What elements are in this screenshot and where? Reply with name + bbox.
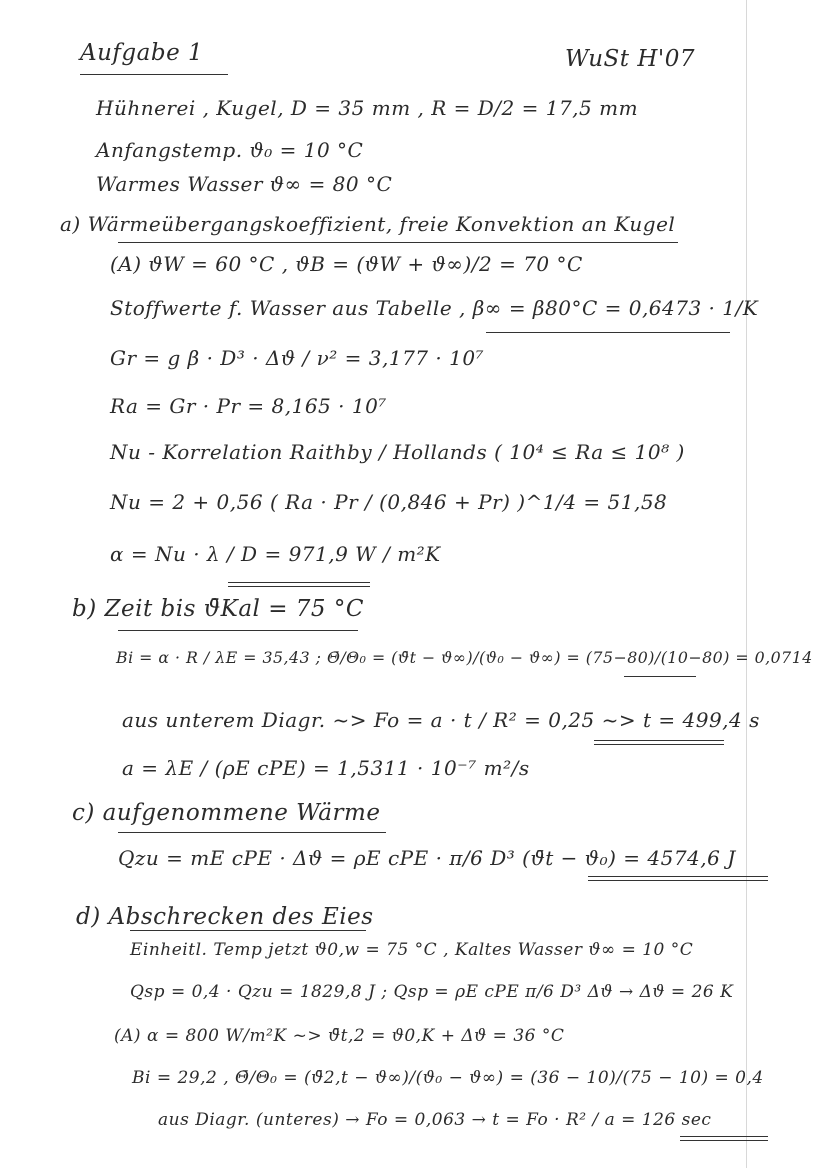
page-fold-line (746, 0, 747, 1168)
part-c-heading-underline (118, 832, 386, 833)
final-time-double-underline (680, 1136, 768, 1141)
part-d-line-1: Einheitl. Temp jetzt ϑ0,w = 75 °C , Kaltes Wasser ϑ∞ = 10 °C (130, 940, 694, 960)
part-d-line-5: aus Diagr. (unteres) → Fo = 0,063 → t = Fo · R² / a = 126 sec (158, 1110, 712, 1130)
part-d-heading: d) Abschrecken des Eies (76, 904, 374, 930)
nusselt-correlation-label: Nu - Korrelation Raithby / Hollands ( 10⁴ ≤ Ra ≤ 10⁸ ) (110, 440, 685, 464)
biot-and-theta-equation: Bi = α · R / λE = 35,43 ; Θ̄/Θ₀ = (ϑ̄t − ϑ∞)/(ϑ₀ − ϑ∞) = (75−80)/(10−80) = 0,0714 (116, 648, 813, 667)
nusselt-equation: Nu = 2 + 0,56 ( Ra · Pr / (0,846 + Pr) )^1/4 = 51,58 (110, 490, 668, 514)
part-b-heading-underline (118, 630, 358, 631)
part-a-step-2: Stoffwerte f. Wasser aus Tabelle , β∞ = β80°C = 0,6473 · 1/K (110, 296, 759, 320)
part-c-heading: c) aufgenommene Wärme (72, 800, 381, 826)
grashof-equation: Gr = g β · D³ · Δϑ / ν² = 3,177 · 10⁷ (110, 346, 485, 370)
course-label: WuSt H'07 (565, 46, 695, 72)
theta-result-underline (624, 676, 696, 677)
alpha-equation: α = Nu · λ / D = 971,9 W / m²K (110, 542, 441, 566)
task-title: Aufgabe 1 (80, 40, 204, 66)
intro-line-1: Hühnerei , Kugel, D = 35 mm , R = D/2 = 17,5 mm (96, 96, 639, 120)
part-d-line-4: Bi = 29,2 , Θ̄/Θ₀ = (ϑ̄2,t − ϑ∞)/(ϑ₀ − ϑ∞) = (36 − 10)/(75 − 10) = 0,4 (132, 1068, 764, 1088)
intro-line-2: Anfangstemp. ϑ₀ = 10 °C (96, 138, 364, 162)
heat-result-double-underline (588, 876, 768, 881)
part-d-heading-underline (130, 930, 366, 931)
heat-absorbed-equation: Qzu = mE cPE · Δϑ = ρE cPE · π/6 D³ (ϑ̄t − ϑ₀) = 4574,6 J (118, 846, 736, 870)
part-a-heading-underline (118, 242, 678, 243)
part-b-heading: b) Zeit bis ϑ̄Kal = 75 °C (72, 596, 364, 622)
rayleigh-equation: Ra = Gr · Pr = 8,165 · 10⁷ (110, 394, 387, 418)
task-title-underline (80, 74, 228, 75)
beta-underline (486, 332, 730, 333)
time-result-double-underline (594, 740, 724, 745)
alpha-result-double-underline (228, 582, 370, 587)
diffusivity-equation: a = λE / (ρE cPE) = 1,5311 · 10⁻⁷ m²/s (122, 756, 530, 780)
part-d-line-3: (A) α = 800 W/m²K ~> ϑ̄t,2 = ϑ0,K + Δϑ = 36 °C (114, 1026, 565, 1046)
part-a-step-1: (A) ϑW = 60 °C , ϑB = (ϑW + ϑ∞)/2 = 70 °C (110, 252, 583, 276)
intro-line-3: Warmes Wasser ϑ∞ = 80 °C (96, 172, 393, 196)
part-a-heading: a) Wärmeübergangskoeffizient, freie Konvektion an Kugel (60, 212, 676, 236)
fourier-and-time-equation: aus unterem Diagr. ~> Fo = a · t / R² = 0,25 ~> t = 499,4 s (122, 708, 760, 732)
part-d-line-2: Qsp = 0,4 · Qzu = 1829,8 J ; Qsp = ρE cPE π/6 D³ Δϑ → Δϑ = 26 K (130, 982, 734, 1002)
